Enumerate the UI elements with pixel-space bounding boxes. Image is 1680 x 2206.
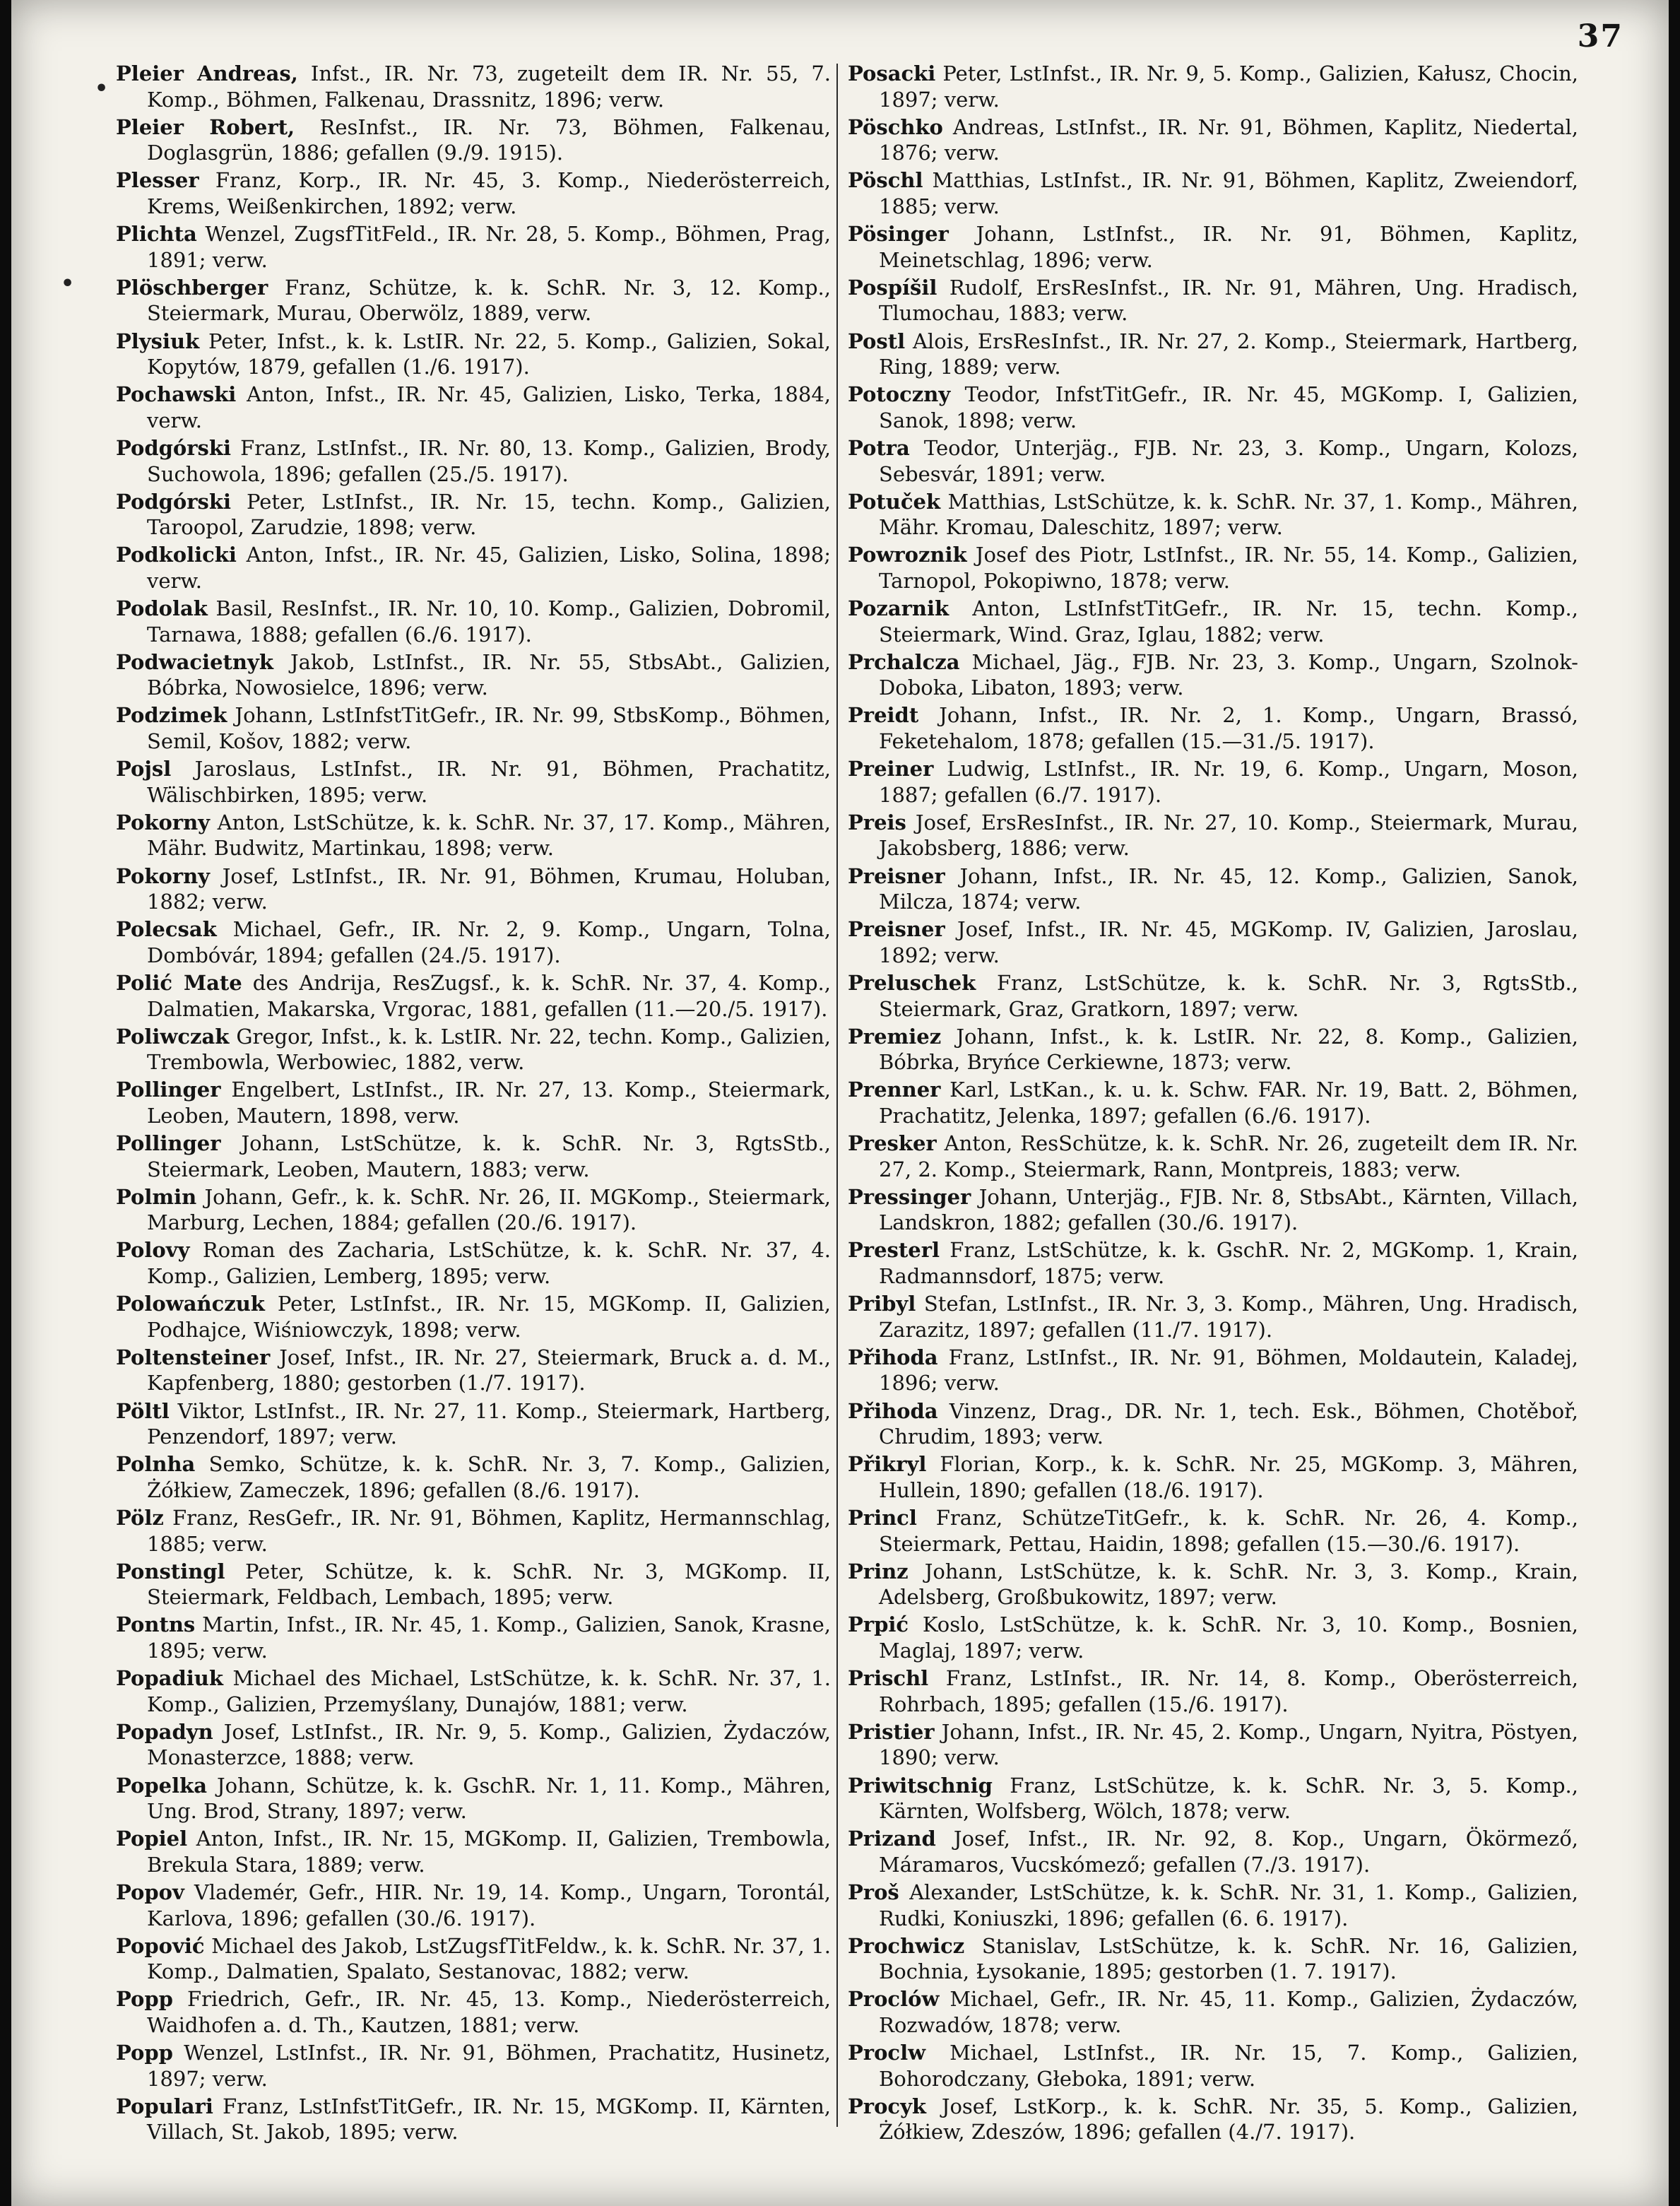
register-entry (116, 1719, 831, 1771)
entry-details: Jaroslaus, LstInfst., IR. Nr. 91, Böhmen, Prachatitz, Wälischbirken, 1895; verw. (147, 757, 831, 807)
entry-surname: Proš (848, 1880, 899, 1904)
entry-surname: Přihoda (848, 1398, 938, 1423)
entry-details: Josef, LstInfst., IR. Nr. 91, Böhmen, Krumau, Holuban, 1882; verw. (147, 863, 831, 914)
entry-surname: Pressinger (848, 1184, 971, 1209)
entry-details: Johann, Infst., IR. Nr. 45, 12. Komp., Galizien, Sanok, Milcza, 1874; verw. (879, 863, 1578, 914)
register-entry (848, 329, 1578, 380)
register-entry (848, 114, 1578, 166)
entry-surname: Pokorny (116, 863, 211, 888)
entry-surname: Popadiuk (116, 1666, 223, 1691)
entry-details: des Andrija, ResZugsf., k. k. SchR. Nr. 37, 4. Komp., Dalmatien, Makarska, Vrgorac, 1881, gefallen (11.—20./5. 1917). (147, 970, 831, 1021)
entry-details: Franz, LstInfstTitGefr., IR. Nr. 15, MGKomp. II, Kärnten, Villach, St. Jakob, 1895; verw. (147, 2094, 831, 2145)
register-entry (848, 382, 1578, 433)
register-entry (848, 810, 1578, 861)
entry-surname: Pristier (848, 1719, 935, 1744)
register-entry (848, 1184, 1578, 1236)
entry-surname: Populari (116, 2094, 213, 2118)
register-entry (116, 435, 831, 487)
entry-details: Johann, LstSchütze, k. k. SchR. Nr. 3, RgtsStb., Steiermark, Leoben, Mautern, 1883; verw. (147, 1131, 831, 1181)
register-entry (848, 916, 1578, 968)
entry-surname: Pollinger (116, 1078, 221, 1102)
entry-details: Peter, LstInfst., IR. Nr. 9, 5. Komp., Galizien, Kałusz, Chocin, 1897; verw. (879, 61, 1578, 112)
entry-details: Josef, LstKorp., k. k. SchR. Nr. 35, 5. Komp., Galizien, Żółkiew, Zdeszów, 1896; gefallen (4./7. 1917). (879, 2094, 1578, 2145)
entry-details: Franz, LstSchütze, k. k. SchR. Nr. 3, 5. Komp., Kärnten, Wolfsberg, Wölch, 1878; verw. (879, 1773, 1578, 1824)
entry-details: Johann, Gefr., k. k. SchR. Nr. 26, II. MGKomp., Steiermark, Marburg, Lechen, 1884; gefallen (20./6. 1917). (147, 1184, 831, 1235)
entry-details: Peter, Schütze, k. k. SchR. Nr. 3, MGKomp. II, Steiermark, Feldbach, Lembach, 1895; verw. (147, 1559, 831, 1610)
entry-details: Anton, LstInfstTitGefr., IR. Nr. 15, techn. Komp., Steiermark, Wind. Graz, Iglau, 1882; verw. (879, 596, 1578, 647)
entry-surname: Pleier Robert, (116, 114, 295, 139)
entry-surname: Priwitschnig (848, 1773, 993, 1798)
entry-surname: Popp (116, 1987, 173, 2012)
entry-surname: Pospíšil (848, 275, 937, 300)
entry-surname: Pribyl (848, 1292, 916, 1316)
entry-details: Michael, Gefr., IR. Nr. 2, 9. Komp., Ungarn, Tolna, Dombóvár, 1894; gefallen (24./5. 1917). (147, 917, 831, 967)
register-entry (116, 167, 831, 219)
entry-details: Anton, Infst., IR. Nr. 45, Galizien, Lisko, Terka, 1884, verw. (147, 382, 831, 432)
register-entry (116, 1077, 831, 1128)
register-entry (848, 702, 1578, 754)
register-entry (848, 435, 1578, 487)
register-entry (116, 2040, 831, 2092)
register-entry (116, 1291, 831, 1343)
register-entry (116, 1665, 831, 1717)
register-entry (848, 1880, 1578, 1931)
entry-surname: Potuček (848, 489, 941, 514)
register-entry (116, 1612, 831, 1663)
register-entry (848, 1345, 1578, 1396)
entry-details: Franz, LstSchütze, k. k. GschR. Nr. 2, MGKomp. 1, Krain, Radmannsdorf, 1875; verw. (879, 1238, 1578, 1289)
entry-details: Engelbert, LstInfst., IR. Nr. 27, 13. Komp., Steiermark, Leoben, Mautern, 1898, verw. (147, 1078, 831, 1128)
entry-details: Johann, Schütze, k. k. GschR. Nr. 1, 11. Komp., Mähren, Ung. Brod, Strany, 1897; verw. (147, 1773, 831, 1824)
register-entry (848, 1612, 1578, 1663)
entry-details: Matthias, LstSchütze, k. k. SchR. Nr. 37, 1. Komp., Mähren, Mähr. Kromau, Daleschitz, 1897; verw. (879, 489, 1578, 540)
register-entry (848, 1077, 1578, 1128)
register-entry (116, 1505, 831, 1557)
entry-surname: Proclw (848, 2041, 926, 2065)
entry-surname: Pontns (116, 1612, 196, 1637)
entry-details: Franz, LstInfst., IR. Nr. 80, 13. Komp., Galizien, Brody, Suchowola, 1896; gefallen (25./5. 1917). (147, 435, 831, 486)
register-entry (848, 1665, 1578, 1717)
entry-surname: Přikryl (848, 1452, 927, 1477)
entry-details: Matthias, LstInfst., IR. Nr. 91, Böhmen, Kaplitz, Zweiendorf, 1885; verw. (879, 168, 1578, 218)
register-entry (116, 489, 831, 541)
entry-surname: Preisner (848, 863, 945, 888)
register-entry (116, 916, 831, 968)
entry-surname: Podgórski (116, 435, 231, 460)
register-entry (848, 167, 1578, 219)
entry-details: Franz, ResGefr., IR. Nr. 91, Böhmen, Kaplitz, Hermannschlag, 1885; verw. (147, 1505, 831, 1556)
entry-details: Jakob, LstInfst., IR. Nr. 55, StbsAbt., Galizien, Bóbrka, Nowosielce, 1896; verw. (147, 649, 831, 700)
entry-surname: Postl (848, 329, 906, 353)
register-entry (848, 1933, 1578, 1985)
entry-surname: Prpić (848, 1612, 909, 1637)
entry-surname: Powroznik (848, 543, 967, 567)
register-entry (848, 1505, 1578, 1557)
entry-details: Franz, SchützeTitGefr., k. k. SchR. Nr. 26, 4. Komp., Steiermark, Pettau, Haidin, 1898; gefallen (15.—30./6. 1917). (879, 1505, 1578, 1556)
register-entry (116, 1237, 831, 1289)
entry-surname: Preluschek (848, 970, 976, 995)
entry-surname: Pöltl (116, 1398, 170, 1423)
entry-details: Johann, Infst., IR. Nr. 45, 2. Komp., Ungarn, Nyitra, Pöstyen, 1890; verw. (879, 1719, 1578, 1770)
entry-details: Franz, Schütze, k. k. SchR. Nr. 3, 12. Komp., Steiermark, Murau, Oberwölz, 1889, verw. (147, 275, 831, 326)
register-entry (116, 1826, 831, 1877)
register-entry (848, 863, 1578, 915)
entry-surname: Prchalcza (848, 649, 960, 674)
column-divider (836, 64, 838, 2127)
entry-surname: Pokorny (116, 810, 211, 834)
entry-surname: Procyk (848, 2094, 927, 2118)
entry-details: Michael des Jakob, LstZugsfTitFeldw., k. k. SchR. Nr. 37, 1. Komp., Dalmatien, Spalato, Sestanovac, 1882; verw. (147, 1933, 831, 1984)
entry-surname: Polecsak (116, 917, 217, 942)
entry-surname: Pojsl (116, 757, 172, 781)
entry-surname: Pöschl (848, 168, 923, 193)
entry-surname: Potoczny (848, 382, 951, 407)
entry-details: Andreas, LstInfst., IR. Nr. 91, Böhmen, Kaplitz, Niedertal, 1876; verw. (879, 114, 1578, 165)
entry-surname: Preidt (848, 703, 919, 728)
entry-surname: Plesser (116, 168, 199, 193)
entry-details: Michael, LstInfst., IR. Nr. 15, 7. Komp., Galizien, Bohorodczany, Głeboka, 1891; verw. (879, 2041, 1578, 2091)
register-entry (848, 489, 1578, 541)
register-entry (116, 1986, 831, 2038)
entry-details: Anton, LstSchütze, k. k. SchR. Nr. 37, 17. Komp., Mähren, Mähr. Budwitz, Martinkau, 1898; verw. (147, 810, 831, 861)
entry-details: Franz, LstSchütze, k. k. SchR. Nr. 3, RgtsStb., Steiermark, Graz, Gratkorn, 1897; verw. (879, 970, 1578, 1021)
entry-surname: Popov (116, 1880, 184, 1904)
entry-surname: Ponstingl (116, 1559, 225, 1583)
register-entry (116, 1451, 831, 1503)
register-entry (848, 756, 1578, 808)
register-entry (116, 649, 831, 701)
register-entry (848, 221, 1578, 273)
entry-surname: Poliwczak (116, 1024, 230, 1049)
document-page (11, 0, 1669, 2206)
right-column (848, 61, 1578, 2145)
register-entry (848, 1719, 1578, 1771)
register-entry (848, 1773, 1578, 1824)
entry-details: Josef des Piotr, LstInfst., IR. Nr. 55, 14. Komp., Galizien, Tarnopol, Pokopiwno, 1878; verw. (879, 543, 1578, 593)
entry-surname: Podkolicki (116, 543, 237, 567)
entry-details: Teodor, Unterjäg., FJB. Nr. 23, 3. Komp., Ungarn, Kolozs, Sebesvár, 1891; verw. (879, 435, 1578, 486)
register-entry (116, 1559, 831, 1610)
entry-details: Roman des Zacharia, LstSchütze, k. k. SchR. Nr. 37, 4. Komp., Galizien, Lemberg, 1895; verw. (147, 1238, 831, 1289)
entry-details: Josef, LstInfst., IR. Nr. 9, 5. Komp., Galizien, Żydaczów, Monasterzce, 1888; verw. (147, 1719, 831, 1770)
entry-details: Anton, ResSchütze, k. k. SchR. Nr. 26, zugeteilt dem IR. Nr. 27, 2. Komp., Steiermark, Rann, Montpreis, 1883; verw. (879, 1131, 1578, 1181)
entry-details: Johann, Infst., IR. Nr. 2, 1. Komp., Ungarn, Brassó, Feketehalom, 1878; gefallen (15.—31./5. 1917). (879, 703, 1578, 754)
entry-surname: Potra (848, 435, 910, 460)
entry-details: Wenzel, LstInfst., IR. Nr. 91, Böhmen, Prachatitz, Husinetz, 1897; verw. (147, 2041, 831, 2091)
entry-details: Stanislav, LstSchütze, k. k. SchR. Nr. 16, Galizien, Bochnia, Łysokanie, 1895; gestorben (1. 7. 1917). (879, 1933, 1578, 1984)
entry-details: Franz, LstInfst., IR. Nr. 14, 8. Komp., Oberösterreich, Rohrbach, 1895; gefallen (15./6. 1917). (879, 1666, 1578, 1716)
entry-surname: Plöschberger (116, 275, 268, 300)
entry-details: Florian, Korp., k. k. SchR. Nr. 25, MGKomp. 3, Mähren, Hullein, 1890; gefallen (18./6. 1917). (879, 1452, 1578, 1502)
entry-details: Anton, Infst., IR. Nr. 45, Galizien, Lisko, Solina, 1898; verw. (147, 543, 831, 593)
entry-details: Johann, LstSchütze, k. k. SchR. Nr. 3, 3. Komp., Krain, Adelsberg, Großbukowitz, 1897; verw. (879, 1559, 1578, 1610)
entry-details: Johann, LstInfst., IR. Nr. 91, Böhmen, Kaplitz, Meinetschlag, 1896; verw. (879, 222, 1578, 272)
entry-details: Josef, Infst., IR. Nr. 92, 8. Kop., Ungarn, Ökörmező, Máramaros, Vucskómező; gefallen (7./3. 1917). (879, 1827, 1578, 1877)
register-entry (848, 1451, 1578, 1503)
entry-surname: Pölz (116, 1505, 164, 1530)
entry-surname: Pöschko (848, 114, 943, 139)
register-entry (848, 542, 1578, 594)
entry-surname: Prizand (848, 1827, 936, 1851)
entry-details: Ludwig, LstInfst., IR. Nr. 19, 6. Komp., Ungarn, Moson, 1887; gefallen (6./7. 1917). (879, 757, 1578, 807)
entry-details: Wenzel, ZugsfTitFeld., IR. Nr. 28, 5. Komp., Böhmen, Prag, 1891; verw. (147, 222, 831, 272)
margin-mark: • (61, 271, 75, 296)
register-entry (116, 1880, 831, 1931)
entry-details: Peter, Infst., k. k. LstIR. Nr. 22, 5. Komp., Galizien, Sokal, Kopytów, 1879, gefallen (1./6. 1917). (147, 329, 831, 379)
entry-details: Josef, Infst., IR. Nr. 45, MGKomp. IV, Galizien, Jaroslau, 1892; verw. (879, 917, 1578, 967)
entry-surname: Pochawski (116, 382, 237, 407)
entry-details: Rudolf, ErsResInfst., IR. Nr. 91, Mähren, Ung. Hradisch, Tlumochau, 1883; verw. (879, 275, 1578, 326)
register-entry (116, 1131, 831, 1182)
register-entry (848, 1131, 1578, 1182)
entry-surname: Polić Mate (116, 970, 242, 995)
register-entry (116, 1933, 831, 1985)
entry-surname: Prenner (848, 1078, 941, 1102)
register-entry (116, 382, 831, 433)
entry-details: Infst., IR. Nr. 73, zugeteilt dem IR. Nr. 55, 7. Komp., Böhmen, Falkenau, Drassnitz, 1896; verw. (147, 61, 832, 112)
entry-details: Basil, ResInfst., IR. Nr. 10, 10. Komp., Galizien, Dobromil, Tarnawa, 1888; gefallen (6./6. 1917). (147, 596, 831, 647)
entry-details: Stefan, LstInfst., IR. Nr. 3, 3. Komp., Mähren, Ung. Hradisch, Zarazitz, 1897; gefallen (11./7. 1917). (879, 1292, 1578, 1342)
register-entry (848, 596, 1578, 647)
entry-details: ResInfst., IR. Nr. 73, Böhmen, Falkenau, Doglasgrün, 1886; gefallen (9./9. 1915). (147, 114, 832, 165)
entry-surname: Posacki (848, 61, 936, 85)
entry-details: Franz, LstInfst., IR. Nr. 91, Böhmen, Moldautein, Kaladej, 1896; verw. (879, 1345, 1578, 1396)
entry-surname: Polovy (116, 1238, 190, 1263)
entry-surname: Popelka (116, 1773, 207, 1798)
entry-surname: Plichta (116, 222, 197, 247)
entry-details: Gregor, Infst., k. k. LstIR. Nr. 22, techn. Komp., Galizien, Trembowla, Werbowiec, 1882, verw. (147, 1024, 831, 1075)
register-entry (116, 1398, 831, 1450)
entry-details: Anton, Infst., IR. Nr. 15, MGKomp. II, Galizien, Trembowla, Brekula Stara, 1889; verw. (147, 1827, 831, 1877)
entry-surname: Pollinger (116, 1131, 221, 1156)
entry-surname: Prischl (848, 1666, 929, 1691)
entry-surname: Polnha (116, 1452, 196, 1477)
margin-mark: • (95, 76, 109, 101)
entry-surname: Popadyn (116, 1719, 213, 1744)
entry-surname: Pozarnik (848, 596, 950, 621)
register-entry (848, 649, 1578, 701)
entry-details: Viktor, LstInfst., IR. Nr. 27, 11. Komp., Steiermark, Hartberg, Penzendorf, 1897; verw. (147, 1398, 831, 1449)
entry-surname: Polowańczuk (116, 1292, 265, 1316)
entry-details: Teodor, InfstTitGefr., IR. Nr. 45, MGKomp. I, Galizien, Sanok, 1898; verw. (879, 382, 1578, 432)
entry-surname: Prochwicz (848, 1933, 965, 1958)
register-entry (116, 275, 831, 326)
entry-details: Johann, Unterjäg., FJB. Nr. 8, StbsAbt., Kärnten, Villach, Landskron, 1882; gefallen (30./6. 1917). (879, 1184, 1578, 1235)
entry-details: Vlademér, Gefr., HIR. Nr. 19, 14. Komp., Ungarn, Torontál, Karlova, 1896; gefallen (30./6. 1917). (147, 1880, 831, 1930)
entry-details: Johann, Infst., k. k. LstIR. Nr. 22, 8. Komp., Galizien, Bóbrka, Bryńce Cerkiewne, 1873; verw. (879, 1024, 1578, 1075)
register-entry (848, 1559, 1578, 1610)
entry-details: Michael, Gefr., IR. Nr. 45, 11. Komp., Galizien, Żydaczów, Rozwadów, 1878; verw. (879, 1987, 1578, 2037)
entry-surname: Preis (848, 810, 906, 834)
register-entry (848, 2040, 1578, 2092)
entry-details: Alois, ErsResInfst., IR. Nr. 27, 2. Komp., Steiermark, Hartberg, Ring, 1889; verw. (879, 329, 1578, 379)
entry-surname: Podzimek (116, 703, 227, 728)
page-number: 37 (1577, 18, 1623, 54)
entry-details: Michael, Jäg., FJB. Nr. 23, 3. Komp., Ungarn, Szolnok-Doboka, Libaton, 1893; verw. (879, 649, 1578, 700)
entry-surname: Plysiuk (116, 329, 200, 353)
register-entry (116, 970, 831, 1022)
entry-details: Johann, LstInfstTitGefr., IR. Nr. 99, StbsKomp., Böhmen, Semil, Košov, 1882; verw. (147, 703, 831, 754)
entry-details: Martin, Infst., IR. Nr. 45, 1. Komp., Galizien, Sanok, Krasne, 1895; verw. (147, 1612, 831, 1663)
register-entry (116, 114, 831, 166)
register-entry (116, 1773, 831, 1824)
entry-surname: Presterl (848, 1238, 940, 1263)
register-entry (848, 61, 1578, 112)
entry-surname: Presker (848, 1131, 937, 1156)
entry-details: Alexander, LstSchütze, k. k. SchR. Nr. 31, 1. Komp., Galizien, Rudki, Koniuszki, 1896; gefallen (6. 6. 1917). (879, 1880, 1578, 1930)
register-entry (848, 275, 1578, 326)
register-entry (116, 863, 831, 915)
entry-details: Franz, Korp., IR. Nr. 45, 3. Komp., Niederösterreich, Krems, Weißenkirchen, 1892; verw. (147, 168, 831, 218)
entry-details: Semko, Schütze, k. k. SchR. Nr. 3, 7. Komp., Galizien, Żółkiew, Zameczek, 1896; gefallen (8./6. 1917). (147, 1452, 831, 1502)
register-entry (848, 1398, 1578, 1450)
entry-surname: Popp (116, 2041, 173, 2065)
register-entry (116, 542, 831, 594)
register-entry (848, 970, 1578, 1022)
entry-details: Josef, ErsResInfst., IR. Nr. 27, 10. Komp., Steiermark, Murau, Jakobsberg, 1886; verw. (879, 810, 1578, 861)
entry-surname: Proclów (848, 1987, 940, 2012)
entry-details: Peter, LstInfst., IR. Nr. 15, techn. Komp., Galizien, Taroopol, Zarudzie, 1898; verw. (147, 489, 831, 540)
entry-surname: Polmin (116, 1184, 197, 1209)
register-entry (116, 329, 831, 380)
register-entry (116, 2094, 831, 2145)
register-entry (848, 2094, 1578, 2145)
register-entry (848, 1024, 1578, 1075)
entry-surname: Podolak (116, 596, 208, 621)
register-entry (848, 1826, 1578, 1877)
register-entry (116, 221, 831, 273)
entry-surname: Pösinger (848, 222, 949, 247)
entry-details: Friedrich, Gefr., IR. Nr. 45, 13. Komp., Niederösterreich, Waidhofen a. d. Th., Kautzen, 1881; verw. (147, 1987, 831, 2037)
register-entry (848, 1237, 1578, 1289)
entry-surname: Poltensteiner (116, 1345, 271, 1369)
register-entry (116, 1345, 831, 1396)
entry-details: Josef, Infst., IR. Nr. 27, Steiermark, Bruck a. d. M., Kapfenberg, 1880; gestorben (1./7. 1917). (147, 1345, 831, 1396)
entry-surname: Podgórski (116, 489, 231, 514)
entry-surname: Přihoda (848, 1345, 938, 1369)
entry-details: Koslo, LstSchütze, k. k. SchR. Nr. 3, 10. Komp., Bosnien, Maglaj, 1897; verw. (879, 1612, 1578, 1663)
register-entry (116, 61, 831, 112)
entry-details: Michael des Michael, LstSchütze, k. k. SchR. Nr. 37, 1. Komp., Galizien, Przemyślany, Dunajów, 1881; verw. (147, 1666, 831, 1716)
entry-surname: Popović (116, 1933, 205, 1958)
entry-surname: Premiez (848, 1024, 942, 1049)
register-entry (848, 1986, 1578, 2038)
entry-surname: Popiel (116, 1827, 188, 1851)
entry-surname: Princl (848, 1505, 917, 1530)
entry-details: Peter, LstInfst., IR. Nr. 15, MGKomp. II, Galizien, Podhajce, Wiśniowczyk, 1898; verw. (147, 1292, 831, 1342)
entry-surname: Podwacietnyk (116, 649, 273, 674)
register-entry (116, 810, 831, 861)
left-column (116, 61, 831, 2145)
register-entry (116, 702, 831, 754)
entry-details: Vinzenz, Drag., DR. Nr. 1, tech. Esk., Böhmen, Chotěboř, Chrudim, 1893; verw. (879, 1398, 1578, 1449)
register-entry (116, 756, 831, 808)
entry-surname: Preisner (848, 917, 945, 942)
entry-surname: Prinz (848, 1559, 909, 1583)
register-entry (116, 596, 831, 647)
register-entry (116, 1184, 831, 1236)
entry-surname: Pleier Andreas, (116, 61, 298, 85)
register-entry (848, 1291, 1578, 1343)
entry-details: Karl, LstKan., k. u. k. Schw. FAR. Nr. 19, Batt. 2, Böhmen, Prachatitz, Jelenka, 1897; gefallen (6./6. 1917). (879, 1078, 1578, 1128)
entry-surname: Preiner (848, 757, 934, 781)
register-entry (116, 1024, 831, 1075)
